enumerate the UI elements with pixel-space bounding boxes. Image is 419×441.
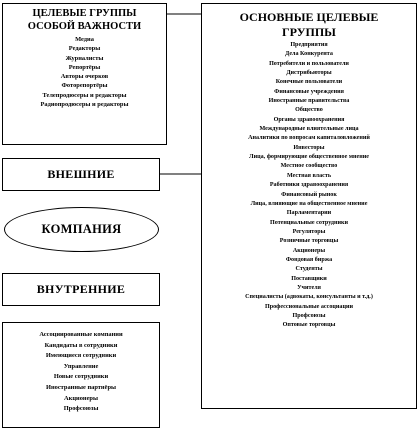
list-item: Работники здравоохранения xyxy=(269,182,349,189)
company-label: КОМПАНИЯ xyxy=(41,222,122,236)
list-item: Потенциальные сотрудники xyxy=(269,219,348,226)
company-ellipse xyxy=(4,207,159,252)
list-item: Местное сообщество xyxy=(280,163,338,170)
list-item: Медиа xyxy=(75,36,94,43)
list-item: Конечные пользователи xyxy=(275,79,343,86)
main-groups-list xyxy=(202,41,416,331)
special-groups-title: ЦЕЛЕВЫЕ ГРУППЫ ОСОБОЙ ВАЖНОСТИ xyxy=(27,8,142,32)
list-item: Предприятия xyxy=(290,42,328,48)
special-groups-box xyxy=(2,3,167,145)
internal-label: ВНУТРЕННИЕ xyxy=(36,282,126,296)
list-item: Инвесторы xyxy=(293,144,325,151)
special-groups-list xyxy=(3,35,166,109)
list-item: Иностранные правительства xyxy=(268,98,350,105)
list-item: Лица, влияющие на общественное мнение xyxy=(250,200,368,207)
list-item: Потребители и пользователи xyxy=(269,60,349,67)
list-item: Лица, формирующие общественное мнение xyxy=(249,154,369,161)
list-item: Финансовый рынок xyxy=(281,191,337,198)
list-item: Радиопродюсеры и редакторы xyxy=(40,101,129,109)
list-item: Общество xyxy=(295,107,323,114)
list-item: Фоторепортёры xyxy=(61,82,108,90)
list-item: Местная власть xyxy=(286,172,332,179)
internal-groups-list xyxy=(3,330,159,415)
list-item: Студенты xyxy=(295,266,323,273)
list-item: Дистрибьюторы xyxy=(286,70,332,77)
external-label: ВНЕШНИЕ xyxy=(47,167,115,181)
list-item: Акционеры xyxy=(64,394,98,402)
internal-box xyxy=(2,273,160,306)
list-item: Фондовая биржа xyxy=(285,256,333,263)
list-item: Дела Конкурента xyxy=(285,51,333,58)
list-item: Ассоциированные компании xyxy=(39,331,123,338)
list-item: Розничные торговцы xyxy=(279,238,339,245)
list-item: Репортёры xyxy=(68,63,101,71)
list-item: Поставщики xyxy=(291,275,327,282)
list-item: Журналисты xyxy=(65,54,104,62)
list-item: Специалисты (адвокаты, консультанты и т.д.) xyxy=(245,294,373,301)
list-item: Имеющиеся сотрудники xyxy=(45,352,117,360)
list-item: Профессиональные ассоциации xyxy=(265,303,353,310)
main-groups-box xyxy=(201,3,417,409)
list-item: Регуляторы xyxy=(292,228,326,235)
list-item: Кандидаты в сотрудники xyxy=(44,341,118,349)
list-item: Иностранные партнёры xyxy=(46,383,116,391)
list-item: Органы здравоохранения xyxy=(273,116,345,123)
list-item: Профсоюзы xyxy=(63,405,99,413)
list-item: Парламентарии xyxy=(286,210,332,217)
list-item: Акционеры xyxy=(292,247,326,254)
list-item: Финансовые учреждения xyxy=(274,88,344,95)
external-box xyxy=(2,158,160,191)
list-item: Авторы очерков xyxy=(60,73,109,81)
list-item: Аналитики по вопросам капиталовложений xyxy=(248,135,370,142)
list-item: Телепродюсеры и редакторы xyxy=(42,91,127,99)
list-item: Учителя xyxy=(297,284,321,291)
internal-groups-box xyxy=(2,322,160,428)
list-item: Оптовые торговцы xyxy=(282,322,336,329)
list-item: Новые сотрудники xyxy=(53,373,109,381)
main-groups-title: ОСНОВНЫЕ ЦЕЛЕВЫЕ ГРУППЫ xyxy=(239,10,379,39)
list-item: Управление xyxy=(63,362,99,370)
list-item: Редакторы xyxy=(68,45,101,53)
list-item: Профсоюзы xyxy=(292,312,326,319)
list-item: Международные влиятельные лица xyxy=(259,126,359,133)
